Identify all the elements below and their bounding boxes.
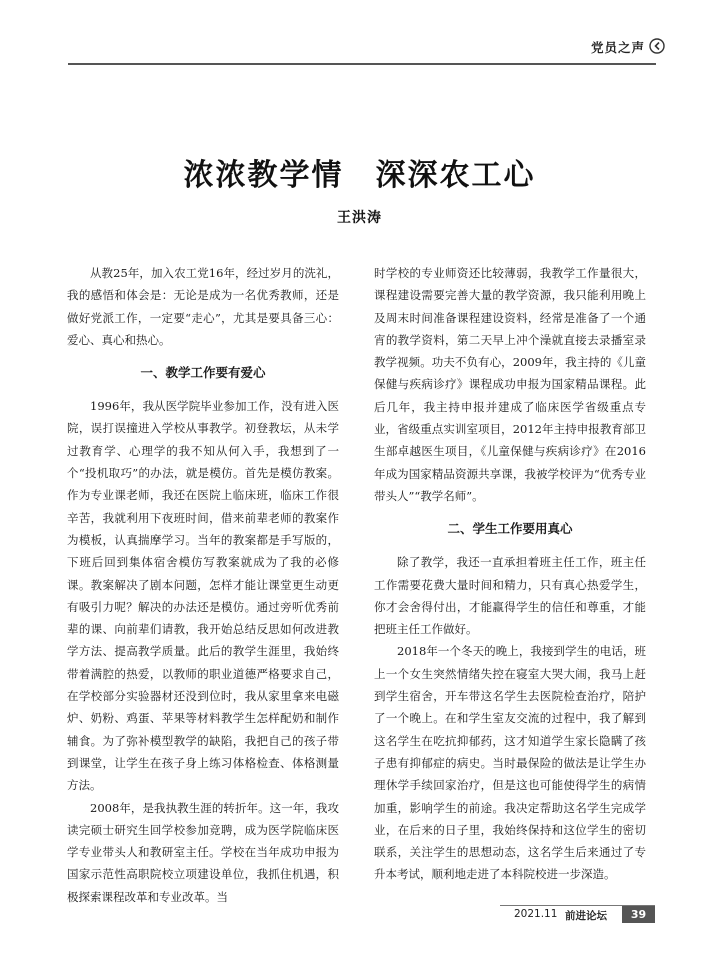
paragraph: 2018年一个冬天的晚上，我接到学生的电话，班上一个女生突然情绪失控在寝室大哭大闹，我马上赶到学生宿舍，开车带这名学生去医院检查治疗，陪护了一个晚上。在和学生室友交流的过程中，我了解到这名学生在吃抗抑郁药，这才知道学生家长隐瞒了孩子患有抑郁症的病史。当时最保险的做法是让学生办理休学手续回家治疗，但是这也可能使得学生的病情加重，影响学生的前途。我决定帮助这名学生完成学业，在后来的日子里，我始终保持和这位学生的密切联系，关注学生的思想动态，这名学生后来通过了专升本考试，顺利地走进了本科院校进一步深造。 — [374, 644, 646, 882]
page-number: 39 — [622, 906, 655, 923]
journal-name: 前进论坛 — [565, 910, 607, 922]
paragraph: 1996年，我从医学院毕业参加工作，没有进入医院，误打误撞进入学校从事教学。初登教坛，从未学过教育学、心理学的我不知从何入手，我想到了一个“投机取巧”的办法，就是模仿。首先是模仿教案。作为专业课老师，我还在医院上临床班，临床工作很辛苦，我就利用下夜班时间，借来前辈老师的教案作为模板，认真揣摩学习。当年的教案都是手写版的，下班后回到集体宿舍模仿写教案就成为了我的必修课。教案解决了剧本问题，怎样才能让课堂更生动更有吸引力呢？解决的办法还是模仿。通过旁听优秀前辈的课、向前辈们请教，我开始总结反思如何改进教学方法、提高教学质量。此后的教学生涯里，我始终带着满腔的热爱，以教师的职业道德严格要求自己，在学校部分实验器材还没到位时，我从家里拿来电磁炉、奶粉、鸡蛋、苹果等材料教学生怎样配奶和制作辅食。为了弥补模型教学的缺陷，我把自己的孩子带到课堂，让学生在孩子身上练习体格检查、体格测量方法。 — [67, 399, 339, 793]
article-author: 王洪涛 — [337, 210, 382, 226]
left-column — [67, 262, 339, 908]
right-column — [374, 262, 646, 886]
section-heading: 一、教学工作要有爱心 — [140, 365, 266, 381]
section-label: 党员之声 — [590, 40, 645, 55]
article-title: 浓浓教学情 深深农工心 — [183, 158, 536, 193]
circle-arrow-icon — [649, 38, 665, 54]
issue-date: 2021.11 — [514, 908, 558, 920]
paragraph: 时学校的专业师资还比较薄弱，我教学工作量很大，课程建设需要完善大量的教学资源，我只能利用晚上及周末时间准备课程建设资料，经常是准备了一个通宵的教学资料，第二天早上冲个澡就直接去录播室录教学视频。功夫不负有心，2009年，我主持的《儿童保健与疾病诊疗》课程成功申报为国家精品课程。此后几年，我主持申报并建成了临床医学省级重点专业，省级重点实训室项目，2012年主持申报教育部卫生部卓越医生项目，《儿童保健与疾病诊疗》在2016年成为国家精品资源共享课，我被学校评为“优秀专业带头人”“教学名师”。 — [374, 266, 646, 503]
header-rule — [68, 63, 656, 65]
paragraph: 2008年，是我执教生涯的转折年。这一年，我攻读完硕士研究生回学校参加竞聘，成为医学院临床医学专业带头人和教研室主任。学校在当年成功申报为国家示范性高职院校立项建设单位，我抓住机遇，积极探索课程改革和专业改革。当 — [67, 800, 339, 904]
paragraph: 从教25年，加入农工党16年，经过岁月的洗礼，我的感悟和体会是：无论是成为一名优秀教师，还是做好党派工作，一定要“走心”，尤其是要具备三心：爱心、真心和热心。 — [67, 266, 339, 347]
page-footer — [0, 906, 719, 924]
paragraph: 除了教学，我还一直承担着班主任工作，班主任工作需要花费大量时间和精力，只有真心热爱学生，你才会舍得付出，才能赢得学生的信任和尊重，才能把班主任工作做好。 — [374, 555, 646, 637]
section-heading: 二、学生工作要用真心 — [447, 521, 573, 537]
